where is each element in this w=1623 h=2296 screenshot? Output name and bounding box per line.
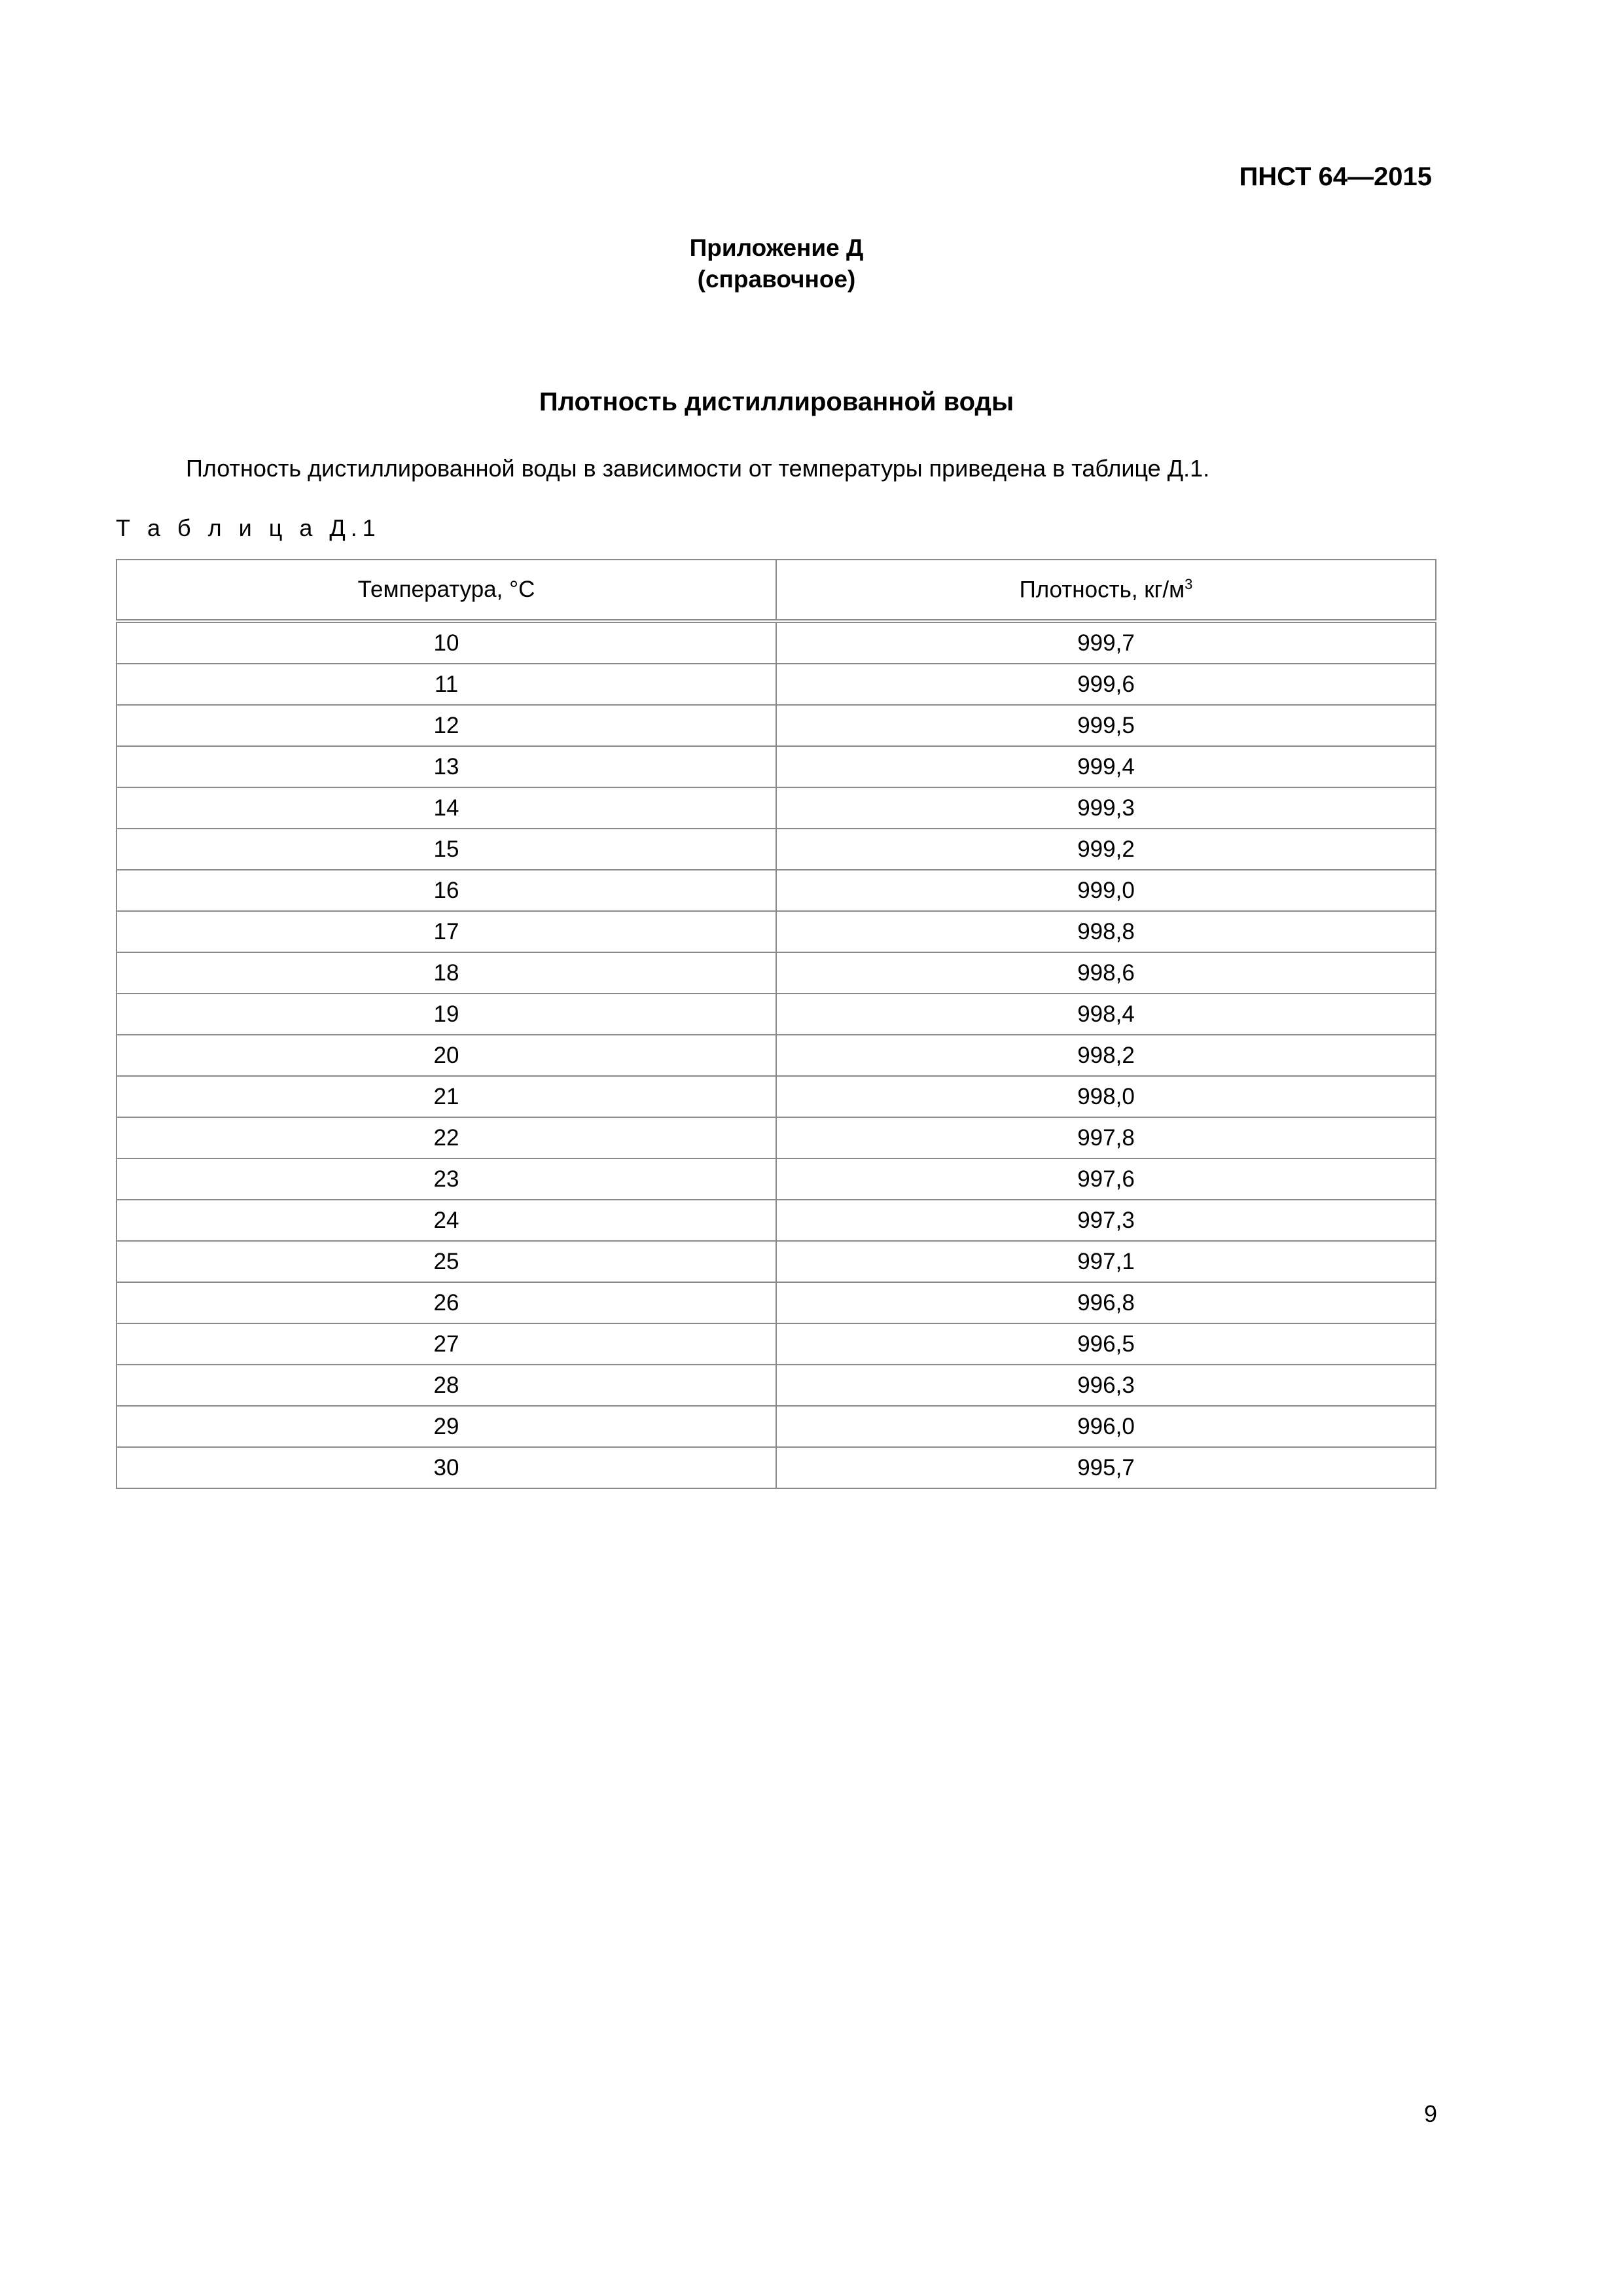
table-row: [116, 1117, 1436, 1158]
document-code: ПНСТ 64—2015: [1239, 162, 1432, 191]
density-cell: 997,6: [776, 1158, 1436, 1200]
table-row: [116, 952, 1436, 994]
table-row: [116, 787, 1436, 829]
table-row: [116, 1241, 1436, 1282]
temperature-cell: 18: [116, 952, 776, 994]
table-row: [116, 1282, 1436, 1323]
section-title: Плотность дистиллированной воды: [539, 387, 1014, 416]
density-cell: 996,0: [776, 1406, 1436, 1447]
density-cell: 997,1: [776, 1241, 1436, 1282]
density-cell: 999,0: [776, 870, 1436, 911]
temperature-cell: 13: [116, 746, 776, 787]
table-row: [116, 1406, 1436, 1447]
density-cell: 999,4: [776, 746, 1436, 787]
density-column-header: [776, 560, 1436, 621]
temperature-cell: 14: [116, 787, 776, 829]
table-caption: Т а б л и ц а Д.1: [116, 514, 381, 541]
density-cell: 998,4: [776, 994, 1436, 1035]
table-row: [116, 1365, 1436, 1406]
table-row: [116, 1323, 1436, 1365]
density-cell: 998,6: [776, 952, 1436, 994]
table-row: [116, 1076, 1436, 1117]
table-row: [116, 1158, 1436, 1200]
appendix-subtitle: (справочное): [697, 266, 856, 293]
density-cell: 995,7: [776, 1447, 1436, 1488]
temperature-cell: 25: [116, 1241, 776, 1282]
temperature-cell: 23: [116, 1158, 776, 1200]
temperature-cell: 21: [116, 1076, 776, 1117]
table-row: [116, 1035, 1436, 1076]
density-cell: 996,8: [776, 1282, 1436, 1323]
density-cell: 999,7: [776, 621, 1436, 664]
table-row: [116, 705, 1436, 746]
temperature-cell: 24: [116, 1200, 776, 1241]
density-cell: 999,6: [776, 664, 1436, 705]
table-header-row: [116, 560, 1436, 621]
table-row: [116, 621, 1436, 664]
table-row: [116, 746, 1436, 787]
density-cell: 997,3: [776, 1200, 1436, 1241]
page-number: 9: [1423, 2100, 1437, 2127]
table-row: [116, 870, 1436, 911]
temperature-cell: 19: [116, 994, 776, 1035]
table-row: [116, 911, 1436, 952]
appendix-title: Приложение Д: [689, 234, 864, 261]
table-row: [116, 1447, 1436, 1488]
density-cell: 996,5: [776, 1323, 1436, 1365]
table-row: [116, 1200, 1436, 1241]
table-body: [116, 621, 1436, 1488]
density-cell: 999,5: [776, 705, 1436, 746]
temperature-cell: 27: [116, 1323, 776, 1365]
temperature-cell: 10: [116, 621, 776, 664]
density-cell: 999,3: [776, 787, 1436, 829]
table-row: [116, 829, 1436, 870]
temperature-cell: 17: [116, 911, 776, 952]
temperature-cell: 30: [116, 1447, 776, 1488]
density-cell: 999,2: [776, 829, 1436, 870]
temperature-cell: 28: [116, 1365, 776, 1406]
intro-paragraph: Плотность дистиллированной воды в зависимости от температуры приведена в таблице Д.1.: [186, 455, 1210, 482]
table-row: [116, 664, 1436, 705]
temperature-cell: 15: [116, 829, 776, 870]
temperature-cell: 29: [116, 1406, 776, 1447]
temperature-cell: 11: [116, 664, 776, 705]
density-cell: 996,3: [776, 1365, 1436, 1406]
temperature-cell: 12: [116, 705, 776, 746]
temperature-column-header: Температура, °С: [116, 560, 776, 621]
appendix-heading: [0, 232, 1553, 295]
density-header-label: Плотность, кг/м: [1019, 577, 1185, 603]
temperature-cell: 26: [116, 1282, 776, 1323]
density-table: [116, 559, 1436, 1489]
temperature-cell: 20: [116, 1035, 776, 1076]
temperature-cell: 22: [116, 1117, 776, 1158]
density-cell: 998,8: [776, 911, 1436, 952]
density-cell: 998,0: [776, 1076, 1436, 1117]
temperature-cell: 16: [116, 870, 776, 911]
density-cell: 998,2: [776, 1035, 1436, 1076]
density-header-superscript: 3: [1185, 576, 1193, 593]
density-cell: 997,8: [776, 1117, 1436, 1158]
table-row: [116, 994, 1436, 1035]
